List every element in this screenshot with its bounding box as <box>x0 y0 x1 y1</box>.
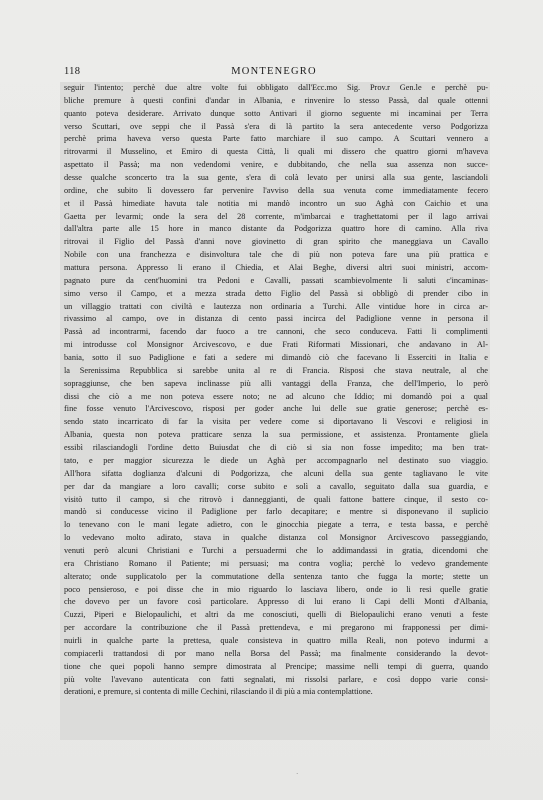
text-line: verso Scuttari, ove seppi che il Passà s'era di là partito la sera antecedente verso Podgorizza <box>64 121 488 131</box>
text-line: mi introdusse col Monsignor Arcivescovo, e due Frati Riformati Missionari, che andavano in Al- <box>64 340 488 350</box>
footer-mark: · <box>296 770 299 778</box>
text-line: Gaetta per levarmi; onde la sera del 28 corrente, m'imbarcai e traghettatomi per il lago arrivai <box>64 211 488 221</box>
text-line: ritrovarmi il Musselino, et Emiro di questa Città, li quali mi dissero che quattro giorni m'haveva <box>64 147 488 157</box>
text-line: tato, e per maggior sicurezza le diede un Aghà per accompagnarlo nel destinato suo viaggio. <box>64 455 488 465</box>
text-line: et il Passà himediate havuta tale notitia mi mandò incontro un suo Aghà con Caichio et una <box>64 198 488 208</box>
text-line: dissi che ciò a me non poteva essere noto; ne ad alcuno che Iddio; mi domandò poi a qual <box>64 391 488 401</box>
text-line: desse qualche sconcerto tra la sua gente, s'era di colà levato per unirsi alla sua gente, lasciandoli <box>64 173 488 183</box>
text-line: poco pensieroso, e poi disse che in mio riguardo lo lasciava libero, onde io li resi quelle gratie <box>64 584 488 594</box>
text-line: seguir l'intento; perchè due altre volte fui obbligato dall'Ecc.mo Sig. Prov.r Gen.le e perchè pu- <box>64 83 488 92</box>
running-title: MONTENEGRO <box>231 66 317 77</box>
text-line: mattura persona. Appresso li erano il Chiedia, et Alai Beghe, diversi altri suoi ministri, accom- <box>64 263 488 273</box>
page-number: 118 <box>64 66 81 77</box>
text-line: Passà ad incontrarmi, facendo dar fuoco a tre cannoni, che seco conduceva. Fatti li complimenti <box>64 327 488 337</box>
text-line: lo tenevano con le mani legate adietro, con le ginocchia piegate a terra, e testa bassa, e perchè <box>64 520 488 530</box>
text-line: dall'altra parte alle 15 hore in manco distante da Podgorizza quattro hore di camino. Alla riva <box>64 224 488 234</box>
text-line: più volte l'avevano autenticata con fatti segnalati, mi rissolsi parlare, e così doppo varie consi- <box>64 674 488 684</box>
text-line: aspettato il Passà; ma non vedendomi venire, e dubbitando, che nella sua assenza non succe- <box>64 160 488 170</box>
text-line: era Christiano Romano il Patiente; mi persuasi; ma contra voglia; perchè lo vedevo grandemente <box>64 558 488 568</box>
text-line: lo vedevano molto adirato, stava in qualche distanza col Monsignor Arcivescovo passeggiando, <box>64 533 488 543</box>
page-header <box>64 66 484 82</box>
text-line: derationi, e premure, si contenta di mille Cechini, rilasciando il di più a mia contemplattione. <box>64 687 373 697</box>
text-line: mandò si conducesse vicino il Padiglione per farlo decapitare; e mentre si disponevano il suplicio <box>64 507 488 517</box>
text-line: compiacerli trattandosi di por mano nella Borsa del Passà; ma finalmente considerando la devot- <box>64 648 488 658</box>
text-line: ordine, che subito lì dovessero far pervenire l'avviso della sua venuta come immediatamente fecero <box>64 185 488 195</box>
text-line: rivassimo al campo, ove in distanza di cento passi incirca del Padiglione venne in persona il <box>64 314 488 324</box>
text-line: nuirli in qualche parte la prettesa, quale consisteva in quattro milla Reali, non potevo indurmi a <box>64 635 488 645</box>
text-line: bliche premure à questi confini d'andar in Albania, e rinvenire lo stesso Passà, dal quale ottenni <box>64 95 488 105</box>
text-line: la Serenissima Repubblica si sarebbe unita al re di Francia. Risposi che stava neutrale, al che <box>64 365 488 375</box>
text-line: che dovevo per un favore così particolare. Appresso di lui erano li Capi delli Monti d'Albania, <box>64 597 488 607</box>
text-line: fine fosse venuto l'Arcivescovo, risposi per goder anche lui delle sue gratie generose; perchè es- <box>64 404 488 414</box>
text-line: simo verso il Campo, et a mezza strada detto Figlio del Passà si obbligò di prender cibo in <box>64 288 488 298</box>
text-line: Cuzzi, Piperi e Bielopaulichi, et altri da me conosciuti, quelli di Bielopaulichi erano venuti a feste <box>64 610 488 620</box>
text-line: visitò tutto il campo, si che ritrovò i danneggianti, de quali fattone battere cinque, il sesto co- <box>64 494 488 504</box>
text-line: sopraggiunse, che ben sapeva inclinasse più alli vantaggi della Franza, che dell'Imperio, lo però <box>64 378 488 388</box>
text-line: sendo stato incarricato di far la visita per vedere come si diportavano li Vescovi e religiosi in <box>64 417 488 427</box>
text-line: Albania, questa non poteva pratticare senza la sua permissione, et assistenza. Prontamente gliela <box>64 430 488 440</box>
text-line: tione che quei popoli hanno sempre dimostrata al Prencipe; massime nelli tempi di guerra, quando <box>64 661 488 671</box>
text-line: un villaggio trattati con civiltà e lautezza non ordinaria a Turchi. Alle vintidue hore in circa ar- <box>64 301 488 311</box>
text-line: per dar da mangiare a loro cavalli; corse subito e solì a cavallo, seguitato dalla sua guardia, e <box>64 481 488 491</box>
text-line: venuti però alcuni Christiani e Turchi a persuadermi che lo addimandassi in gratia, dicendomi che <box>64 545 488 555</box>
text-line: quanto poteva desiderare. Arrivato dunque sotto Antivari il giorno seguente mi incaminai per Terra <box>64 108 488 118</box>
body-text <box>60 82 490 740</box>
text-line: alterato; onde supplicatolo per la commutatione della sentenza tanto che fugga la morte; stette un <box>64 571 488 581</box>
text-line: bania, sotto il suo Padiglione e fati a sedere mi dimandò ciò che facevano li Esserciti in Italia e <box>64 353 488 363</box>
text-line: per accordare la contribuzione che il Passà prettendeva, e mi pregarono mi frapponessi per dimi- <box>64 623 488 633</box>
text-line: pagnato pure da cent'huomini tra Pedoni e Cavalli, passati scambievolmente li saluti c'incaminas- <box>64 275 488 285</box>
text-line: ritrovai il Figlio del Passà d'anni nove giovinetto di gran spirito che maneggiava un Cavallo <box>64 237 488 247</box>
text-line: perchè prima haveva verso questa Parte fatto marchiare il suo campo. A Scuttari vennero a <box>64 134 488 144</box>
text-line: Nobile con una franchezza e disinvoltura tale che di più non poteva fare una più prattica e <box>64 250 488 260</box>
text-line: All'hora sifatta doglianza d'alcuni di Podgorizza, che alcuni della sua gente tagliavano le vite <box>64 468 488 478</box>
text-line: essibì rilasciandogli l'ordine detto Buiusdat che di ciò si sia non fosse impedito; ma ben trat- <box>64 443 488 453</box>
